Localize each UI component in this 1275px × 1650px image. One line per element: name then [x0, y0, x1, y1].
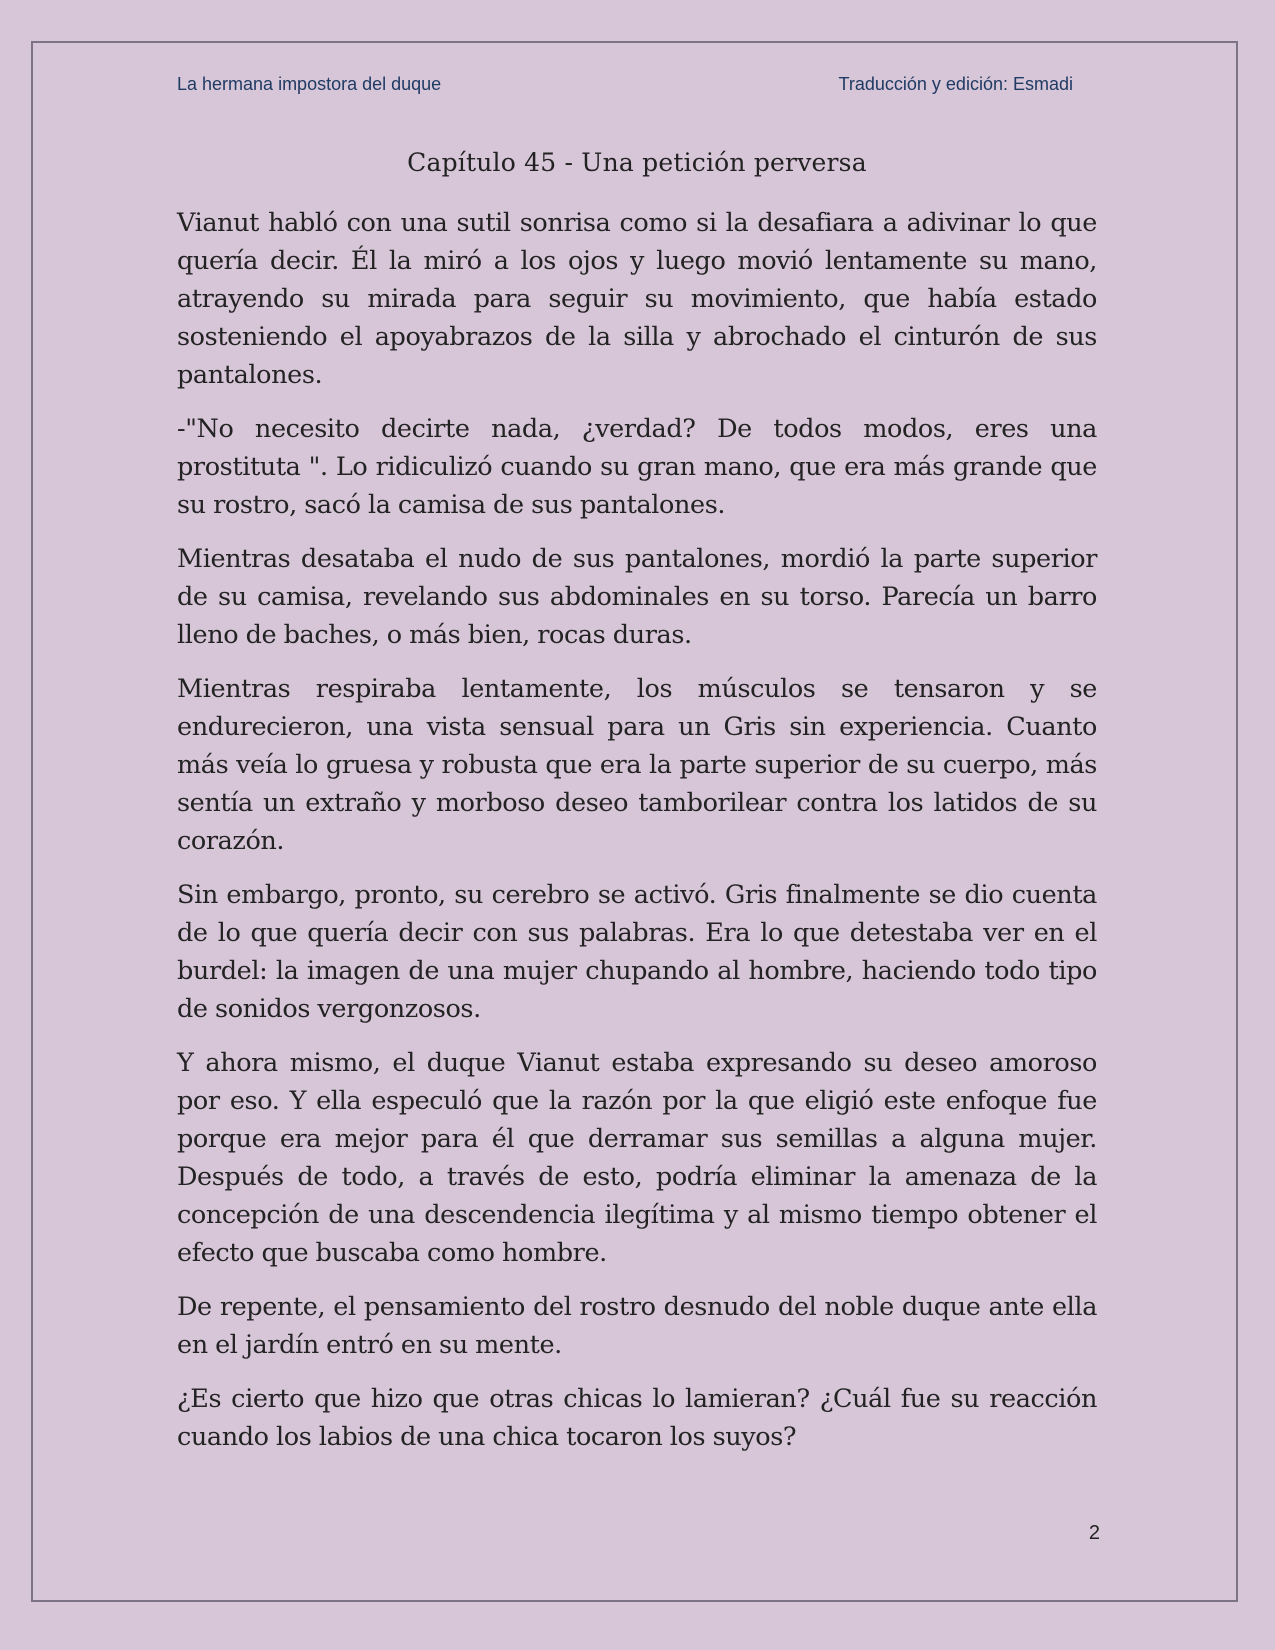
chapter-body [177, 204, 1097, 1472]
paragraph: Mientras desataba el nudo de sus pantalones, mordió la parte superior de su camisa, revelando sus abdominales en su torso. Parecía un barro lleno de baches, o más bien, rocas duras. [177, 544, 1097, 650]
paragraph: De repente, el pensamiento del rostro desnudo del noble duque ante ella en el jardín entró en su mente. [177, 1292, 1097, 1360]
header-translator-credit: Traducción y edición: Esmadi [838, 74, 1073, 94]
page-number: 2 [1088, 1522, 1100, 1544]
paragraph: -"No necesito decirte nada, ¿verdad? De todos modos, eres una prostituta ". Lo ridiculizó cuando su gran mano, que era más grande que su rostro, sacó la camisa de sus pantalones. [177, 414, 1097, 520]
paragraph: Sin embargo, pronto, su cerebro se activó. Gris finalmente se dio cuenta de lo que quería decir con sus palabras. Era lo que detestaba ver en el burdel: la imagen de una mujer chupando al hombre, haciendo todo tipo de sonidos vergonzosos. [177, 880, 1097, 1024]
paragraph: Mientras respiraba lentamente, los músculos se tensaron y se endurecieron, una vista sensual para un Gris sin experiencia. Cuanto más veía lo gruesa y robusta que era la parte superior de su cuerpo, más sentía un extraño y morboso deseo tamborilear contra los latidos de su corazón. [177, 674, 1097, 856]
paragraph: Vianut habló con una sutil sonrisa como si la desafiara a adivinar lo que quería decir. Él la miró a los ojos y luego movió lentamente su mano, atrayendo su mirada para seguir su movimiento, que había estado sosteniendo el apoyabrazos de la silla y abrochado el cinturón de sus pantalones. [177, 208, 1097, 390]
chapter-title: Capítulo 45 - Una petición perversa [407, 148, 867, 177]
paragraph: ¿Es cierto que hizo que otras chicas lo lamieran? ¿Cuál fue su reacción cuando los labios de una chica tocaron los suyos? [177, 1384, 1097, 1452]
paragraph: Y ahora mismo, el duque Vianut estaba expresando su deseo amoroso por eso. Y ella especuló que la razón por la que eligió este enfoque fue porque era mejor para él que derramar sus semillas a alguna mujer. Después de todo, a través de esto, podría eliminar la amenaza de la concepción de una descendencia ilegítima y al mismo tiempo obtener el efecto que buscaba como hombre. [177, 1048, 1097, 1268]
running-header [177, 74, 1073, 95]
header-book-title: La hermana impostora del duque [177, 74, 442, 94]
